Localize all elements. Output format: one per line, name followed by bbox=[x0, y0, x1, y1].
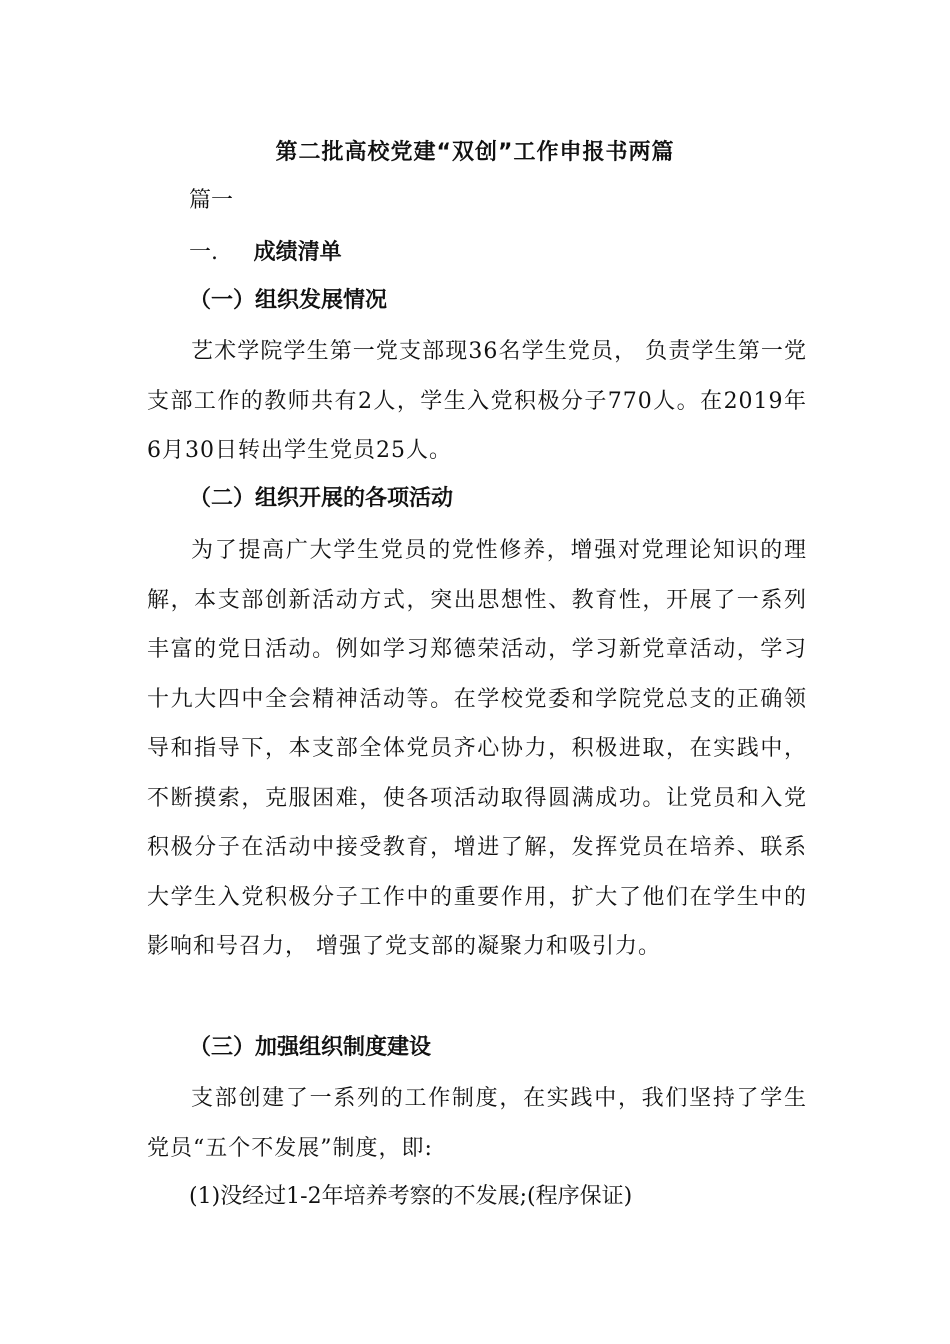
section-title: 成绩清单 bbox=[253, 240, 342, 265]
subsection-heading-2: （二）组织开展的各项活动 bbox=[189, 486, 454, 511]
list-item-1: (1)没经过1-2年培养考察的不发展;(程序保证) bbox=[189, 1184, 633, 1209]
section-heading-1 bbox=[189, 238, 342, 268]
part-label: 篇一 bbox=[189, 188, 234, 213]
paragraph-2: 为了提高广大学生党员的党性修养，增强对党理论知识的理解，本支部创新活动方式，突出思想性、教育性，开展了一系列丰富的党日活动。例如学习郑德荣活动，学习新党章活动，学习十九大四中全会精神活动等。在学校党委和学院党总支的正确领导和指导下，本支部全体党员齐心协力，积极进取，在实践中，不断摸索，克服困难，使各项活动取得圆满成功。让党员和入党积极分子在活动中接受教育，增进了解，发挥党员在培养、联系大学生入党积极分子工作中的重要作用，扩大了他们在学生中的影响和号召力， 增强了党支部的凝聚力和吸引力。 bbox=[147, 538, 807, 959]
section-number: 一. bbox=[189, 240, 218, 265]
subsection-heading-1: （一）组织发展情况 bbox=[189, 288, 388, 313]
paragraph-3: 支部创建了一系列的工作制度，在实践中，我们坚持了学生党员“五个不发展”制度，即: bbox=[147, 1086, 807, 1161]
document-title: 第二批高校党建“双创”工作申报书两篇 bbox=[275, 140, 675, 165]
subsection-heading-3: （三）加强组织制度建设 bbox=[189, 1035, 432, 1060]
paragraph-1: 艺术学院学生第一党支部现36名学生党员， 负责学生第一党支部工作的教师共有2人，学生入党积极分子770人。在2019年6月30日转出学生党员25人。 bbox=[147, 339, 807, 463]
